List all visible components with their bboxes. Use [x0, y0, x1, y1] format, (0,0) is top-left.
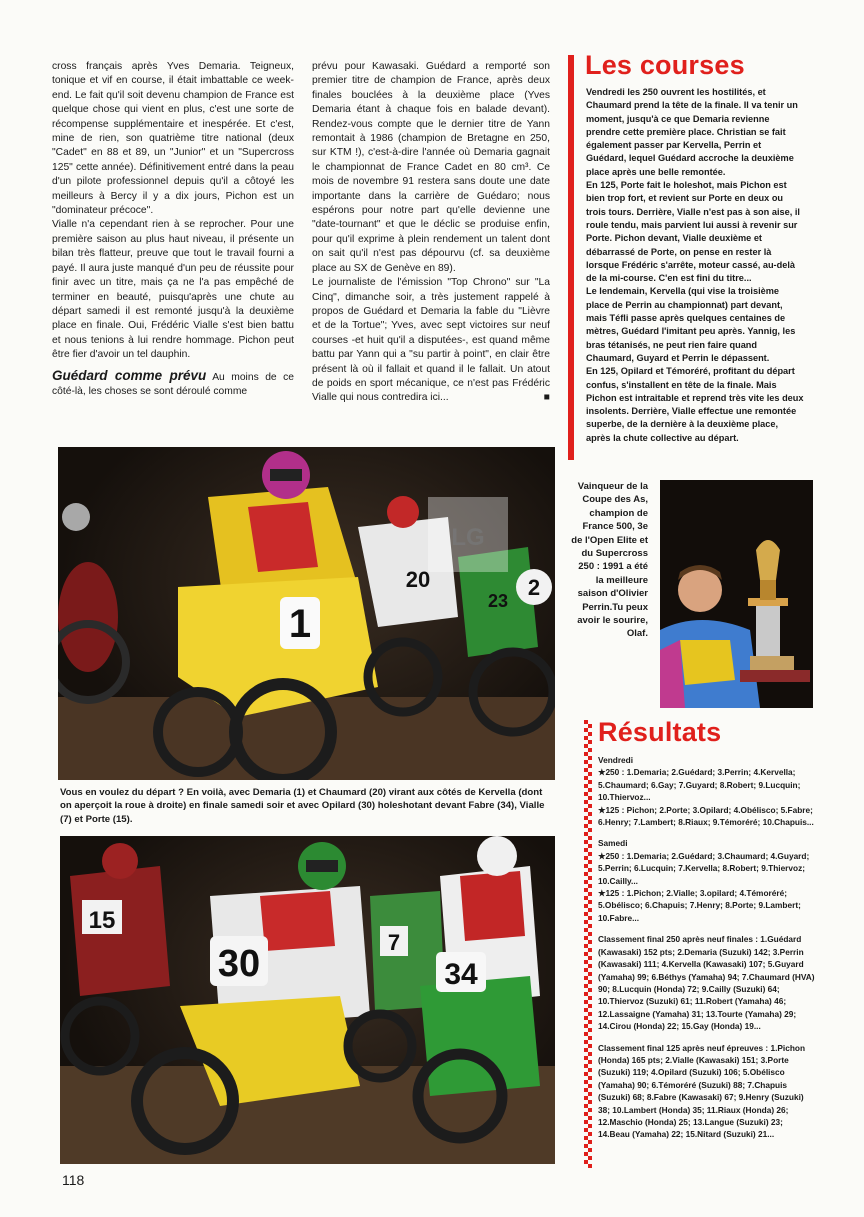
courses-paragraph: Vendredi les 250 ouvrent les hostilités, et Chaumard prend la tête de la finale. Il va tenir un moment, jusqu'à ce que Demaria revienne prendre cette première place. Christian se fait également passer par Kervella, Perrin et Guédard, lequel Guédard accroche la deuxième place après une belle remontée. — [586, 87, 798, 177]
results-line: ★125 : 1.Pichon; 2.Vialle; 3.opilard; 4.Témoréré; 5.Obélisco; 6.Chapuis; 7.Henry; 8.Porte; 9.Lambert; 10.Fabre... — [598, 888, 801, 923]
article-text: Le journaliste de l'émission "Top Chrono" sur "La Cinq", dimanche soir, a très justement rappelé à propos de Guédard et Demaria la fable du "Lièvre et de la Tortue"; Yves, avec sept victoires sur neuf courses -et huit qu'il a disputées-, est quand même battu par Yann qui a "su partir à point", en clair être présent là où il fallait et quand il le fallait. Un atout de poids en sport mécanique, ce n'est pas Frédéric Vialle qui nous contredira ici... — [312, 277, 550, 404]
race-photo-bottom-art — [60, 836, 555, 1164]
courses-text — [586, 86, 804, 445]
article-paragraph: prévu pour Kawasaki. Guédard a remporté son premier titre de champion de France, après deux finales bouclées à la deuxième place (Yves Demaria étant à chaque fois en balade devant). Rendez-vous compte que le dernier titre de Yann remontait à 1986 (champion de Bretagne en 250, sur KTM !), c'est-à-dire l'année où Demaria gagnait le championnat de France Cadet en 80 cm³. Ce mois de novembre 91 restera sans doute une date importante dans la carrière de Guédaro; nous espérons pour notre part qu'elle devienne une "date-tournant" et que le déclic se produise enfin, pour qu'il exprime à plein rendement un talent dont on sait qu'il n'est pas dépourvu (cf. sa deuxième place au SX de Genève en 89). — [312, 61, 550, 274]
plate-number: 30 — [217, 943, 261, 985]
article-column-1 — [52, 60, 294, 399]
results-red-ladder-right — [588, 720, 592, 1168]
article-paragraph: cross français après Yves Demaria. Teigneux, tonique et vif en course, il était imbattable ce week-end. Le fait qu'il soit devenu champion de France est quelque chose qui vient en plus, c'est une sorte de récompense supplémentaire et inespérée. Et c'est, mine de rien, son quatrième titre national (deux "Cadet" en 88 et 89, un "Junior" et un "Supercross 125" cette année). Définitivement entré dans la peau d'un pilote professionnel depuis qu'il a côtoyé les meilleurs à Bercy il y a dix jours, Pichon est un "dominateur précoce". — [52, 61, 294, 217]
section-subhead: Guédard comme prévu — [52, 367, 207, 383]
article-text: Au moins de ce côté-là, les choses se sont déroulé comme — [52, 371, 294, 397]
article-column-2 — [312, 60, 550, 406]
article-paragraph — [52, 369, 294, 400]
results-line: ★250 : 1.Demaria; 2.Guédard; 3.Chaumard; 4.Guyard; 5.Perrin; 6.Lucquin; 7.Kervella; 8.Robert; 9.Thiervoz; 10.Cailly... — [598, 850, 810, 886]
plate-number: 1 — [288, 602, 312, 646]
results-final-250: Classement final 250 après neuf finales : 1.Guédard (Kawasaki) 152 pts; 2.Demaria (Suzuki) 142; 3.Perrin (Kawasaki) 111; 4.Kervella (Kawasaki) 107; 5.Guyard (Yamaha) 99; 6.Béthys (Yamaha) 94; 7.Chaumard (HVA) 90; 8.Lucquin (Honda) 72; 9.Cailly (Suzuki) 64; 10.Thiervoz (Suzuki) 61; 11.Robert (Yamaha) 46; 12.Lassaigne (Yamaha) 31; 13.Tourte (Yamaha) 29; 14.Cirou (Honda) 22; 15.Gay (Honda) 19... — [598, 934, 815, 1032]
portrait-caption: Vainqueur de la Coupe des As, champion de France 500, 3e de l'Open Elite et du Supercross 250 : 1991 a été la meilleure saison d'Olivier Perrin.Tu peux avoir le sourire, Olaf. — [571, 481, 648, 640]
plate-number: 23 — [487, 591, 509, 611]
plate-number: 7 — [387, 930, 401, 955]
courses-title: Les courses — [585, 50, 745, 80]
plate-number: 2 — [527, 575, 541, 600]
article-paragraph — [312, 276, 550, 406]
courses-paragraph: Le lendemain, Kervella (qui vise la troisième place de Perrin au championnat) part devant, mais Téfli passe après quelques centaines de mètres, Guédard l'imitant peu après. Yannig, les bras tétanisés, ne peut rien faire quand Chaumard, Guyard et Perrin le dépassent. — [586, 286, 796, 363]
portrait-photo — [660, 480, 813, 708]
watermark: LG — [451, 524, 485, 551]
article-paragraph: Vialle n'a cependant rien à se reprocher. Pour une première saison au plus haut niveau, il présente un bilan très flatteur, preuve que tout le travail fourni a payé. Il aura juste manqué d'un peu de réussite pour finir avec un titre, mais ça ne l'a pas empêché de terminer en beauté, puisqu'après une chute au départ samedi il est remonté jusqu'à la deuxième place en finale. Oui, Frédéric Vialle s'est bien battu et nous tenions à lui rendre hommage. Pichon peut être fier d'avoir un tel dauphin. — [52, 219, 294, 361]
page-number: 118 — [62, 1172, 85, 1188]
courses-paragraph: En 125, Opilard et Témoréré, profitant du départ confus, s'installent en tête de la finale. Mais Pichon est intraitable et reprend très vite les deux insolents. Derrière, Vialle effectue une remontée superbe, de la dernière à la deuxième place, après la chute collective au départ. — [586, 366, 804, 443]
portrait-photo-art — [660, 480, 813, 708]
courses-red-bar — [568, 55, 574, 460]
results-title: Résultats — [598, 717, 722, 747]
courses-paragraph: En 125, Porte fait le holeshot, mais Pichon est bien trop fort, et revient sur Porte en deux ou trois tours. Derrière, Vialle n'est pas à son aise, il roule tendu, mais parvient lui aussi à revenir sur Porte. Pichon devant, Vialle deuxième et débarrassé de Porte, on pense en rester là lorsque Frédéric s'arrête, moteur cassé, au-delà de la mi-course. C'en est fini du titre... — [586, 180, 800, 284]
results-text — [598, 754, 816, 1141]
race-photo-bottom — [60, 836, 555, 1164]
results-line: ★125 : Pichon; 2.Porte; 3.Opilard; 4.Obélisco; 5.Fabre; 6.Henry; 7.Lambert; 8.Riaux; 9.Témoréré; 10.Chapuis... — [598, 804, 814, 828]
plate-number: 34 — [444, 958, 478, 991]
plate-number: 20 — [405, 567, 431, 592]
photo-caption: Vous en voulez du départ ? En voilà, avec Demaria (1) et Chaumard (20) virant aux côtés de Kervella (dont on aperçoit la roue à droite) en finale samedi soir et avec Opilard (30) holeshotant devant Fabre (34), Vialle (7) et Porte (15). — [60, 787, 545, 825]
plate-number: 15 — [88, 907, 116, 934]
results-day-label: Vendredi — [598, 755, 634, 765]
results-line: ★250 : 1.Demaria; 2.Guédard; 3.Perrin; 4.Kervella; 5.Chaumard; 6.Gay; 7.Guyard; 8.Robert; 9.Lucquin; 10.Thiervoz... — [598, 767, 801, 803]
results-final-125: Classement final 125 après neuf épreuves : 1.Pichon (Honda) 165 pts; 2.Vialle (Kawasaki) 151; 3.Porte (Suzuki) 119; 4.Opilard (Suzuki) 106; 5.Obélisco (Yamaha) 90; 6.Témoréré (Suzuki) 88; 7.Chapuis (Suzuki) 68; 8.Fabre (Kawasaki) 67; 9.Henry (Suzuki) 38; 10.Lambert (Honda) 35; 11.Riaux (Honda) 26; 12.Maschio (Honda) 25; 13.Langue (Suzuki) 23; 14.Beau (Yamaha) 22; 15.Nitard (Suzuki) 21... — [598, 1042, 806, 1140]
race-photo-top-art — [58, 447, 555, 780]
race-photo-top — [58, 447, 555, 780]
results-day-label: Samedi — [598, 838, 628, 849]
end-mark: ■ — [543, 392, 550, 404]
